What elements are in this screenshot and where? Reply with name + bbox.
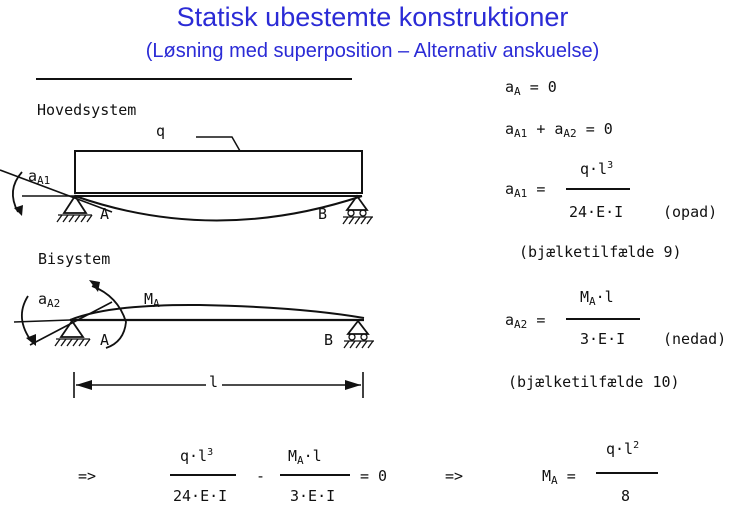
rotation-arrow-a2 [22, 296, 32, 342]
result-lhs: $M_A$ = [542, 467, 576, 487]
bottom-fraction-2-denominator: 3·E·I [290, 487, 336, 505]
bottom-fraction-2-numerator: $M_A\cdot l$ [288, 447, 322, 467]
equation-4-denominator: 3·E·I [580, 330, 626, 348]
load-label: q [156, 122, 166, 140]
rotation-label-a2: $a_{A2}$ [38, 290, 61, 310]
bisystem-deflection [70, 305, 364, 320]
load-leader [196, 137, 240, 151]
support-b-label-bi: B [324, 331, 334, 349]
equation-3-lhs: $a_{A1}$ = [505, 180, 546, 200]
result-denominator: 8 [621, 487, 631, 505]
minus-sign: - [256, 467, 266, 485]
bottom-fraction-1-bar [170, 474, 236, 476]
ground-hatch-a-bi [55, 339, 90, 346]
equation-4-case: (bjælketilfælde 10) [508, 373, 680, 391]
dimension-arrow-left [76, 380, 92, 390]
implies-arrow-1: => [78, 467, 97, 485]
equation-2: $a_{A1} + a_{A2} = 0$ [505, 120, 613, 140]
moment-label: $M_A$ [144, 290, 160, 310]
equation-3-numerator: $q\cdot l^3$ [580, 160, 614, 178]
result-fraction-bar [596, 472, 658, 474]
equation-1: $a_A = 0$ [505, 78, 557, 98]
moment-arrowhead [89, 280, 100, 292]
rotation-label-a1: $a_{A1}$ [28, 167, 51, 187]
equation-3-case: (bjælketilfælde 9) [519, 243, 682, 261]
slide-subtitle: (Løsning med superposition – Alternativ anskuelse) [145, 40, 600, 62]
bottom-fraction-1-denominator: 24·E·I [173, 487, 228, 505]
equation-4-numerator: $M_A\cdot l$ [580, 288, 614, 308]
support-a-label-main: A [100, 205, 110, 223]
result-numerator: $q\cdot l^2$ [606, 440, 640, 458]
equation-3-fraction-bar [566, 188, 630, 190]
hovedsystem-label: Hovedsystem [37, 101, 137, 119]
equation-4-note: (nedad) [663, 330, 727, 348]
ground-hatch-b-main [343, 217, 373, 224]
bisystem-label: Bisystem [38, 250, 111, 268]
dimension-arrow-right [345, 380, 361, 390]
bottom-fraction-1-numerator: $q\cdot l^3$ [180, 447, 214, 465]
ground-hatch-b-bi [344, 341, 374, 348]
equation-4-fraction-bar [566, 318, 640, 320]
length-label: l [209, 373, 219, 391]
support-a-label-bi: A [100, 331, 110, 349]
implies-arrow-2: => [445, 467, 464, 485]
bottom-fraction-2-bar [280, 474, 350, 476]
equation-4-lhs: $a_{A2}$ = [505, 311, 546, 331]
distributed-load-block [75, 151, 362, 193]
support-b-bi [348, 321, 368, 334]
support-b-label-main: B [318, 205, 328, 223]
equals-zero: = 0 [360, 467, 388, 485]
ground-hatch-a-main [57, 215, 92, 222]
equation-3-note: (opad) [663, 203, 718, 221]
tangent-line-a1 [0, 170, 112, 212]
slide-title: Statisk ubestemte konstruktioner [176, 2, 569, 32]
equation-3-denominator: 24·E·I [569, 203, 624, 221]
